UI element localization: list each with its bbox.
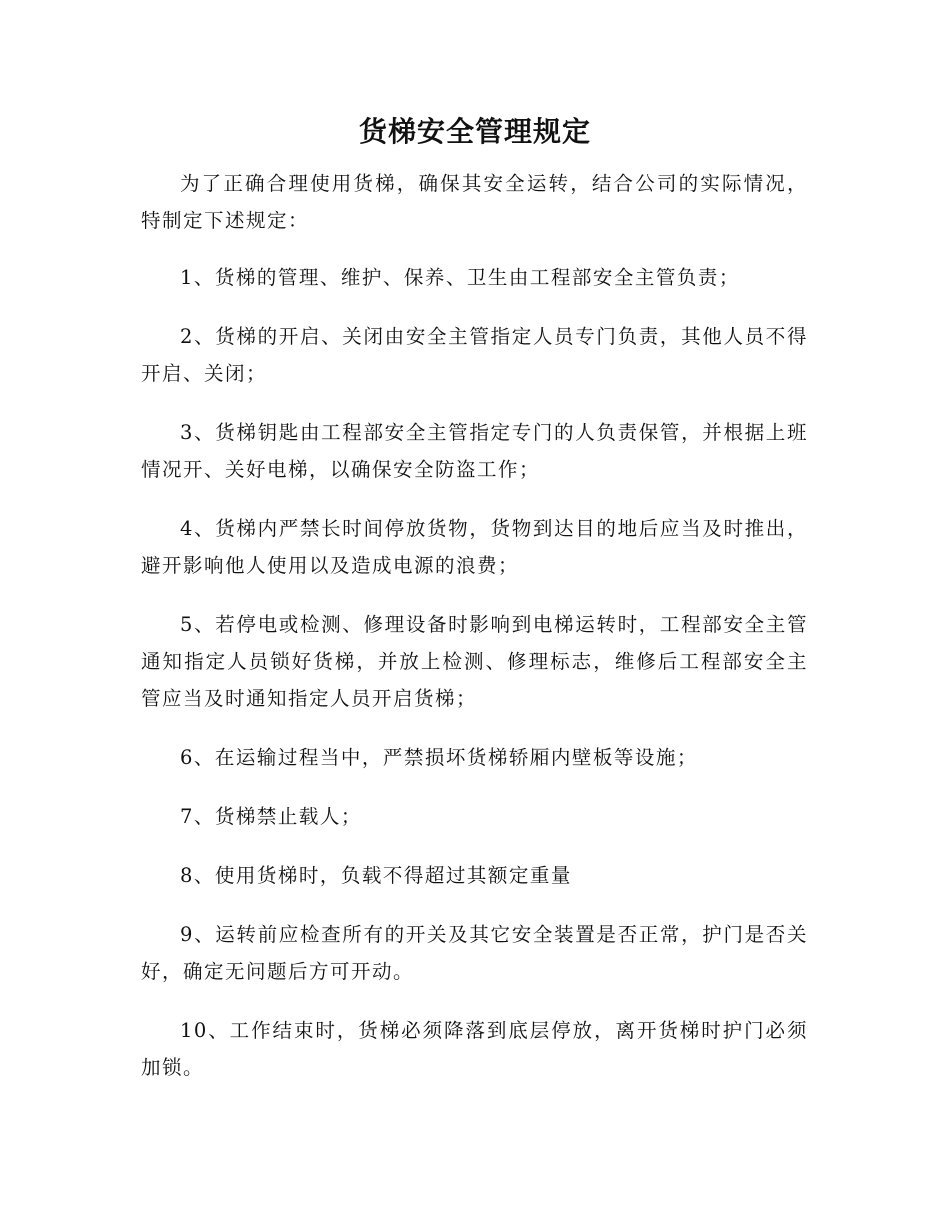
rule-item-10: 10、工作结束时，货梯必须降落到底层停放，离开货梯时护门必须加锁。 [141,1019,808,1079]
rule-item-5: 5、若停电或检测、修理设备时影响到电梯运转时，工程部安全主管通知指定人员锁好货梯，并放上检测、修理标志，维修后工程部安全主管应当及时通知指定人员开启货梯； [141,613,808,710]
rule-item-8: 8、使用货梯时，负载不得超过其额定重量 [180,864,572,887]
intro-paragraph: 为了正确合理使用货梯，确保其安全运转，结合公司的实际情况，特制定下述规定： [141,172,808,232]
rule-item-1: 1、货梯的管理、维护、保养、卫生由工程部安全主管负责； [180,266,740,289]
rule-item-7: 7、货梯禁止载人； [180,805,362,828]
rule-item-4: 4、货梯内严禁长时间停放货物，货物到达目的地后应当及时推出，避开影响他人使用以及造成电源的浪费； [141,517,808,577]
rule-item-6: 6、在运输过程当中，严禁损坏货梯轿厢内壁板等设施； [180,746,698,769]
rule-item-3: 3、货梯钥匙由工程部安全主管指定专门的人负责保管，并根据上班情况开、关好电梯，以确保安全防盗工作； [141,421,808,481]
rule-item-2: 2、货梯的开启、关闭由安全主管指定人员专门负责，其他人员不得开启、关闭； [141,325,808,385]
document-body [141,165,808,1108]
rule-item-9: 9、运转前应检查所有的开关及其它安全装置是否正常，护门是否关好，确定无问题后方可开动。 [141,923,808,983]
document-title: 货梯安全管理规定 [358,115,591,148]
